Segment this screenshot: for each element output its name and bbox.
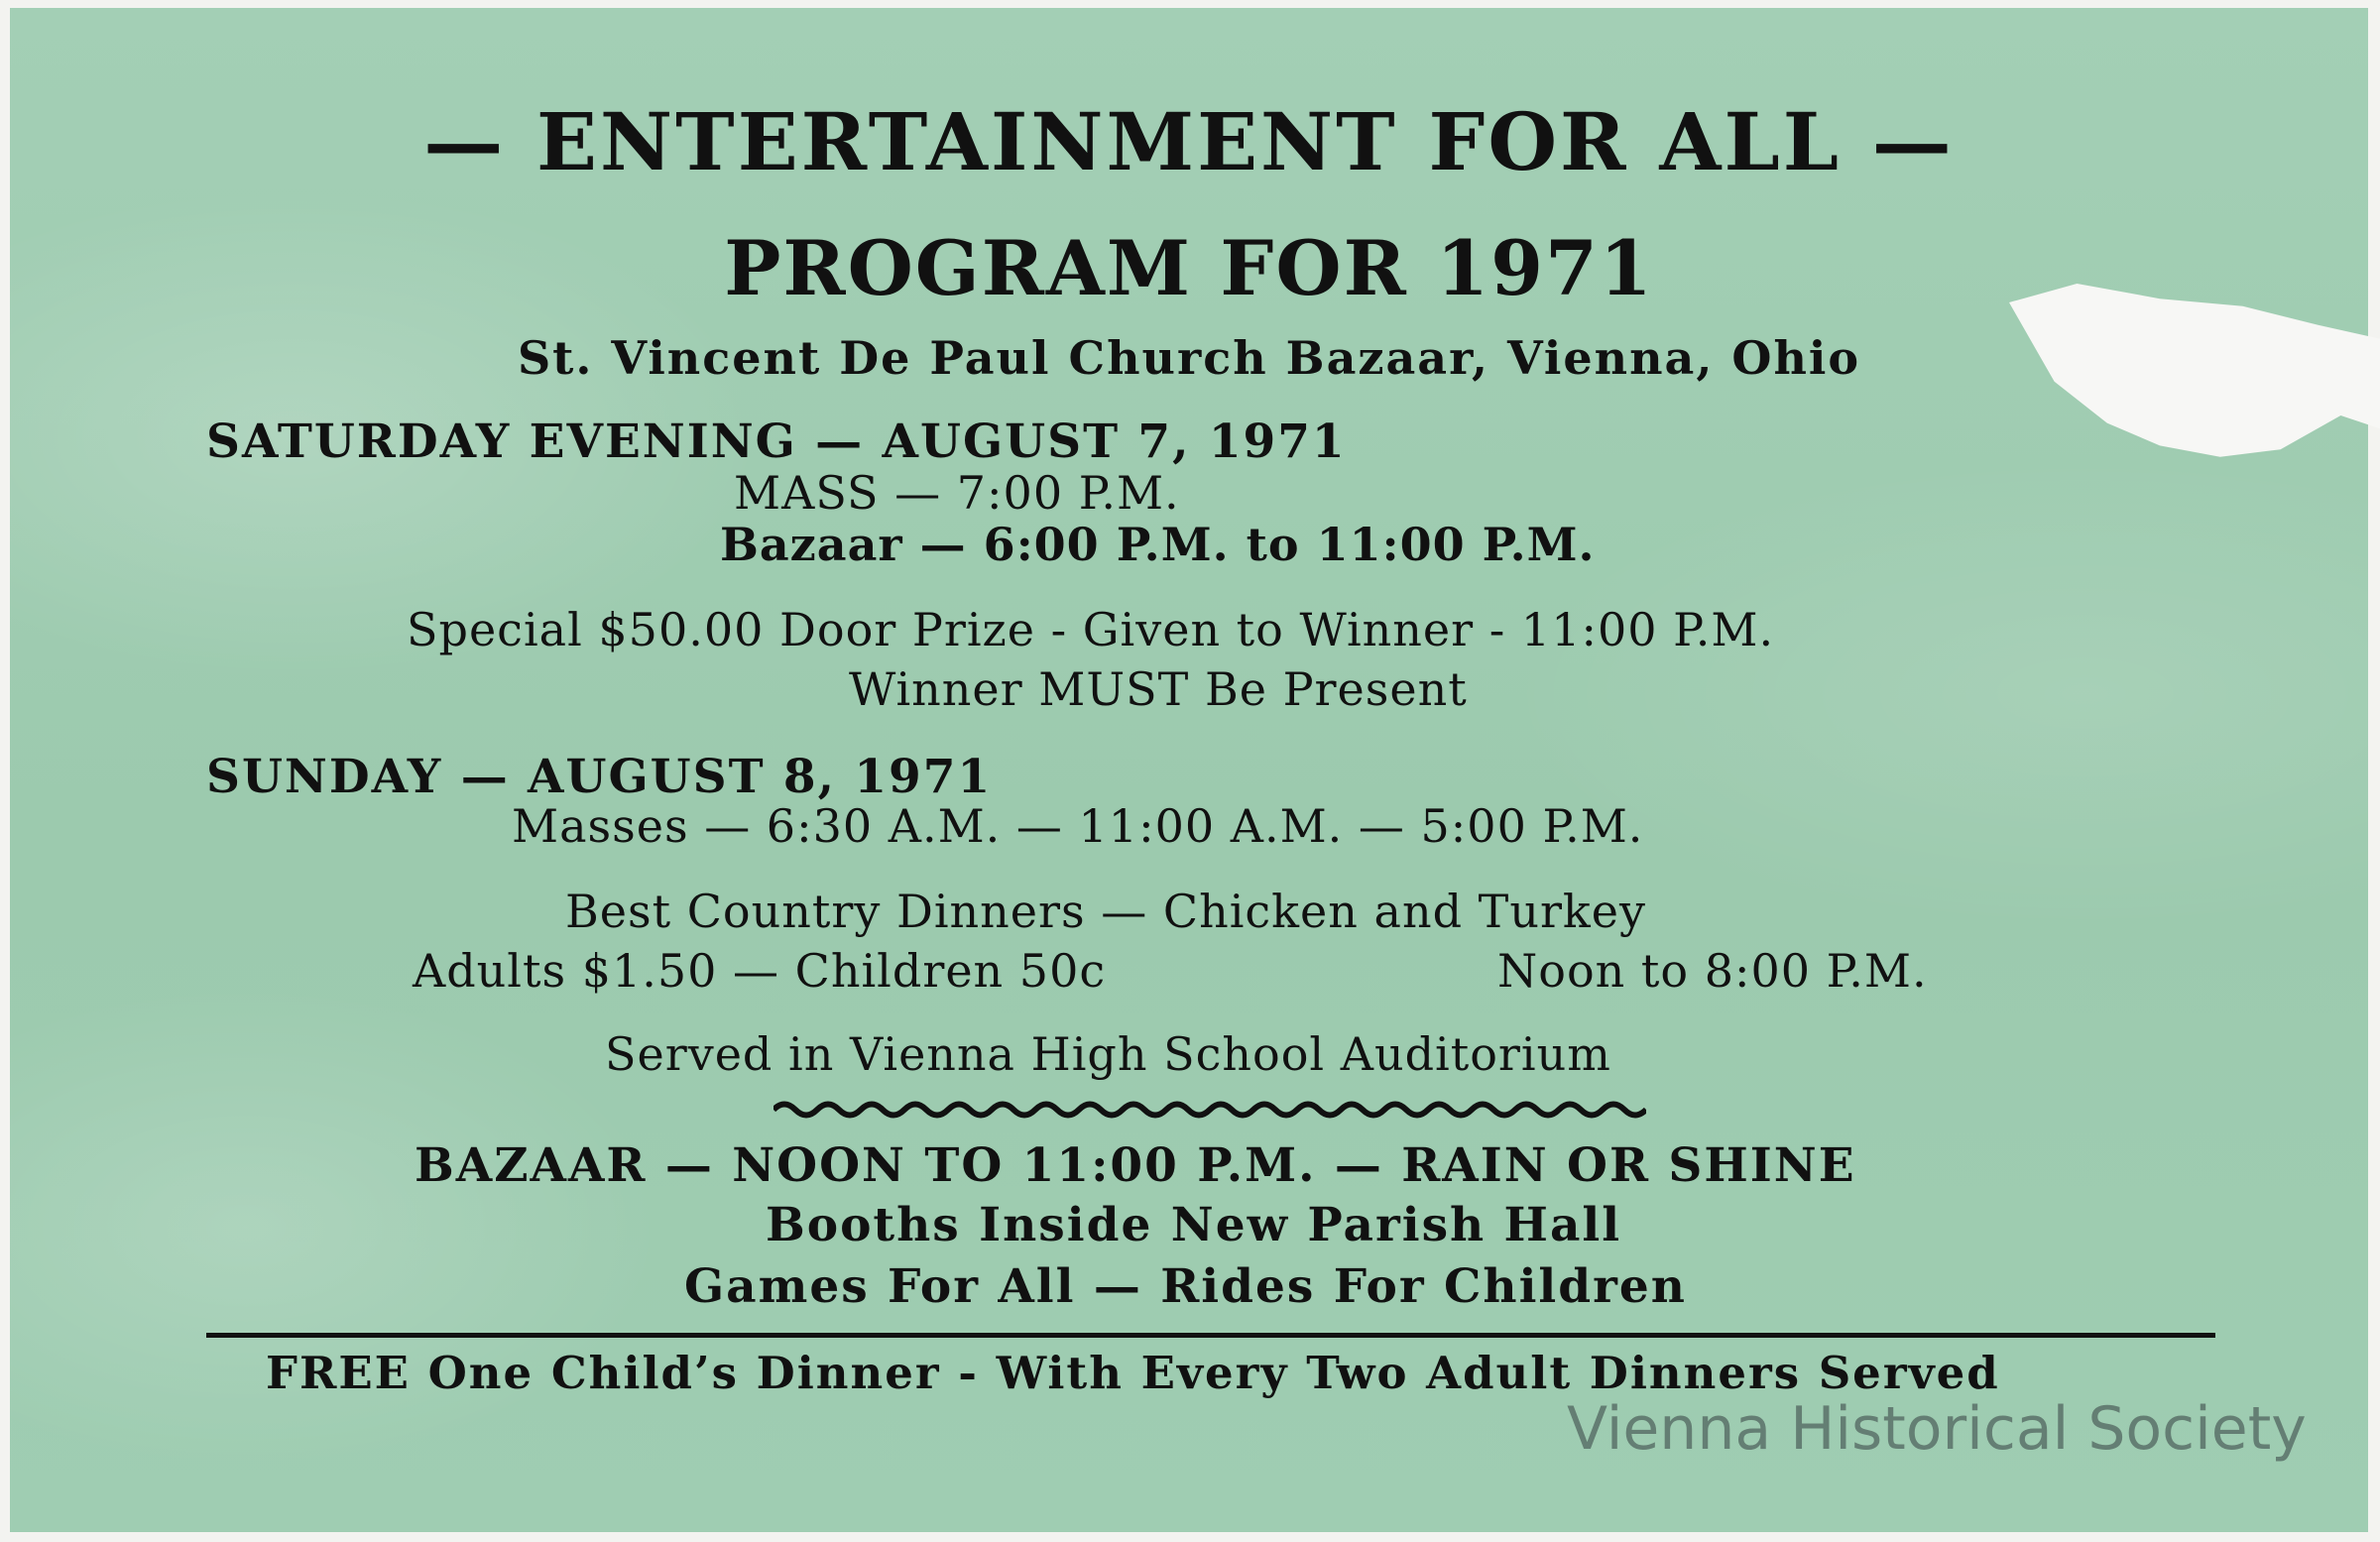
bazaar-games: Games For All — Rides For Children (684, 1259, 1687, 1314)
entertainment-title: — ENTERTAINMENT FOR ALL — (423, 95, 1955, 188)
program-card (10, 8, 2368, 1532)
dinner-hours: Noon to 8:00 P.M. (1497, 944, 1928, 998)
sunday-masses: Masses — 6:30 A.M. — 11:00 A.M. — 5:00 P.M. (512, 799, 1644, 853)
bazaar-booths: Booths Inside New Parish Hall (766, 1198, 1622, 1252)
dinner-prices: Adults $1.50 — Children 50c (413, 944, 1107, 998)
saturday-bazaar: Bazaar — 6:00 P.M. to 11:00 P.M. (720, 518, 1596, 571)
footer-rule (206, 1333, 2215, 1338)
watermark: Vienna Historical Society (1567, 1394, 2307, 1464)
saturday-mass: MASS — 7:00 P.M. (734, 466, 1180, 520)
door-prize: Special $50.00 Door Prize - Given to Winner - 11:00 P.M. (407, 603, 1775, 656)
free-dinner-offer: FREE One Child’s Dinner - With Every Two Adult Dinners Served (266, 1347, 2000, 1399)
church-subtitle: St. Vincent De Paul Church Bazaar, Vienna, Ohio (517, 331, 1861, 385)
program-title: PROGRAM FOR 1971 (724, 224, 1654, 312)
wavy-divider (774, 1097, 1646, 1123)
bazaar-hours: BAZAAR — NOON TO 11:00 P.M. — RAIN OR SHINE (415, 1138, 1856, 1193)
sunday-heading: SUNDAY — AUGUST 8, 1971 (206, 750, 993, 804)
saturday-heading: SATURDAY EVENING — AUGUST 7, 1971 (206, 415, 1347, 469)
door-prize-note: Winner MUST Be Present (849, 662, 1468, 716)
dinner-venue: Served in Vienna High School Auditorium (605, 1027, 1611, 1081)
country-dinners: Best Country Dinners — Chicken and Turkey (565, 885, 1647, 938)
